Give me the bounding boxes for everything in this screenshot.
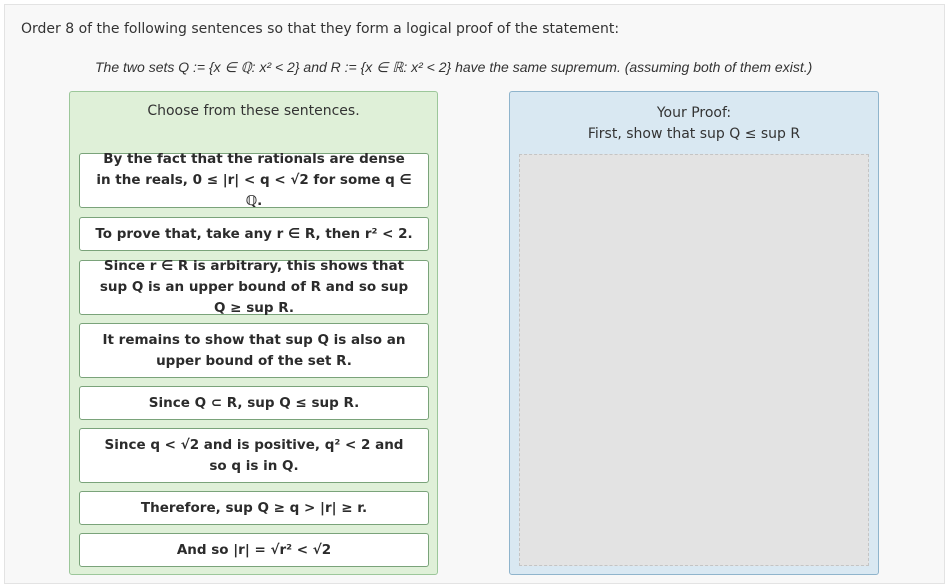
proof-heading-block (510, 92, 878, 145)
instruction-text: Order 8 of the following sentences so that they form a logical proof of the statement: (21, 21, 620, 37)
sentence-card[interactable]: To prove that, take any r ∈ R, then r² < 2. (79, 217, 429, 251)
sentence-card[interactable]: Since Q ⊂ R, sup Q ≤ sup R. (79, 386, 429, 420)
proof-subheading: First, show that sup Q ≤ sup R (587, 126, 801, 142)
sentence-card[interactable]: By the fact that the rationals are dense in the reals, 0 ≤ |r| < q < √2 for some q ∈ ℚ. (79, 153, 429, 208)
sentence-card[interactable]: And so |r| = √r² < √2 (79, 533, 429, 567)
sentence-card[interactable]: It remains to show that sup Q is also an upper bound of the set R. (79, 323, 429, 378)
choices-panel (69, 91, 438, 575)
sentence-card[interactable]: Therefore, sup Q ≥ q > |r| ≥ r. (79, 491, 429, 525)
proof-dropzone[interactable] (519, 154, 869, 566)
choices-heading: Choose from these sentences. (147, 103, 360, 119)
sentence-card[interactable]: Since r ∈ R is arbitrary, this shows that sup Q is an upper bound of R and so sup Q ≥ sup R. (79, 260, 429, 315)
statement-text: The two sets Q := {x ∈ ℚ: x² < 2} and R := {x ∈ ℝ: x² < 2} have the same supremum. (assuming both of them exist.) (95, 59, 813, 75)
sentence-card[interactable]: Since q < √2 and is positive, q² < 2 and so q is in Q. (79, 428, 429, 483)
proof-heading: Your Proof: (656, 105, 732, 121)
proof-panel (509, 91, 879, 575)
